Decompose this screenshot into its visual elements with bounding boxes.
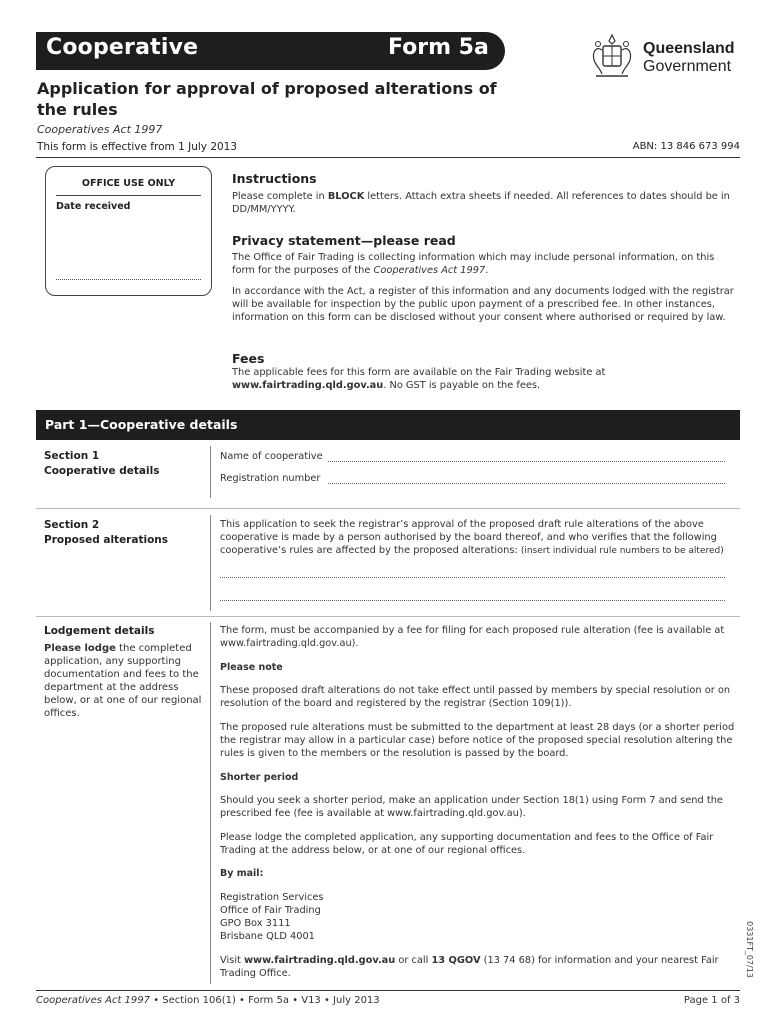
lodgement-paragraph-1: The form, must be accompanied by a fee for filing for each proposed rule alteration (fee is available at www.fairtrading.qld.gov.au). — [220, 625, 725, 649]
lodgement-side-note — [44, 642, 206, 720]
privacy-p1-b: . — [485, 265, 489, 276]
form-title: Cooperative — [46, 35, 199, 60]
fees-text — [232, 366, 652, 392]
instructions-text-b: letters. Attach extra sheets if needed. All references to dates should be in DD/MM/YYYY. — [232, 191, 730, 215]
mail-address — [220, 891, 324, 943]
fees-text-b: . No GST is payable on the fees. — [383, 380, 541, 391]
date-received-label: Date received — [56, 201, 131, 212]
lodgement-paragraph-5: Please lodge the completed application, any supporting documentation and fees to the Office of Fair Trading at the address below, or at one of our regional offices. — [220, 832, 714, 856]
section2-number: Section 2 — [44, 519, 100, 531]
section2-bottom-rule — [36, 616, 740, 617]
privacy-paragraph-1 — [232, 251, 737, 277]
registration-number-field[interactable] — [328, 483, 725, 484]
date-received-line — [56, 279, 201, 280]
lodgement-paragraph-2: These proposed draft alterations do not take effect until passed by members by special resolution or on resolution of the board and registered by the registrar (Section 109(1)). — [220, 685, 731, 709]
section1-name: Cooperative details — [44, 465, 160, 477]
lodgement-side-bold: Please lodge — [44, 643, 116, 654]
section1-label — [44, 449, 159, 479]
lodgement-side-rest: the completed application, any supporting documentation and fees to the department at the address below, or at one of our regional offices. — [44, 643, 202, 719]
section1-number: Section 1 — [44, 450, 100, 462]
form-number: Form 5a — [388, 35, 489, 60]
registration-number-label: Registration number — [220, 473, 321, 484]
cooperative-name-field[interactable] — [328, 461, 725, 462]
office-use-box — [45, 166, 212, 296]
section2-label — [44, 518, 168, 548]
visit-b: or call — [395, 955, 432, 966]
footer-reference — [36, 995, 380, 1006]
address-line-2: Office of Fair Trading — [220, 905, 321, 916]
logo-government: Government — [643, 58, 732, 75]
fees-website: www.fairtrading.qld.gov.au — [232, 380, 384, 391]
form-code: 0331FT_07/13 — [745, 921, 755, 978]
lodgement-title: Lodgement details — [44, 625, 155, 637]
coat-of-arms-icon — [588, 32, 636, 82]
visit-c: (13 74 68) for information and your nearest Fair Trading Office. — [220, 955, 719, 979]
instructions-title: Instructions — [232, 171, 317, 186]
cooperative-name-label: Name of cooperative — [220, 451, 323, 462]
instructions-text — [232, 190, 737, 216]
form-title-banner — [36, 32, 505, 70]
rule-numbers-field-1[interactable] — [220, 577, 725, 578]
footer-rule — [36, 990, 740, 991]
privacy-p1-italic: Cooperatives Act 1997 — [373, 265, 486, 276]
office-use-divider — [56, 195, 201, 196]
footer-act: Cooperatives Act 1997 — [36, 995, 151, 1006]
part1-header — [36, 410, 740, 440]
by-mail-title: By mail: — [220, 868, 264, 879]
visit-website: www.fairtrading.qld.gov.au — [244, 955, 396, 966]
logo-queensland: Queensland — [643, 40, 735, 57]
section2-divider — [210, 515, 211, 611]
form-heading: Application for approval of proposed alterations of the rules — [37, 79, 497, 119]
visit-a: Visit — [220, 955, 244, 966]
fees-title: Fees — [232, 351, 265, 366]
page-number: Page 1 of 3 — [683, 995, 740, 1006]
address-line-4: Brisbane QLD 4001 — [220, 931, 315, 942]
privacy-paragraph-2: In accordance with the Act, a register of this information and any documents lodged with the registrar will be available for inspection by the public upon payment of a prescribed fee. In other instances, information on this form can be disclosed without your consent where authorised or required by law. — [232, 286, 734, 323]
privacy-p1-a: The Office of Fair Trading is collecting information which may include personal information, on this form for the purposes of the — [232, 252, 715, 276]
shorter-period-title: Shorter period — [220, 772, 299, 783]
office-use-title: OFFICE USE ONLY — [81, 178, 176, 189]
abn-number: ABN: 13 846 673 994 — [632, 141, 740, 152]
section2-name: Proposed alterations — [44, 534, 169, 546]
instructions-text-a: Please complete in — [232, 191, 328, 202]
section1-divider — [210, 446, 211, 498]
part1-title: Part 1—Cooperative details — [45, 417, 238, 432]
visit-phone-bold: 13 QGOV — [431, 955, 481, 966]
rule-numbers-field-2[interactable] — [220, 600, 725, 601]
footer-rest: • Section 106(1) • Form 5a • V13 • July 2013 — [150, 995, 380, 1006]
act-name: Cooperatives Act 1997 — [37, 123, 163, 136]
instructions-text-bold: BLOCK — [327, 191, 365, 202]
lodgement-divider — [210, 622, 211, 984]
section1-bottom-rule — [36, 508, 740, 509]
section2-text-main: This application to seek the registrar’s approval of the proposed draft rule alterations of the above cooperative is made by a person authorised by the board thereof, and who verifies that the following cooperative’s rules are affected by the proposed alterations: — [220, 519, 717, 556]
lodgement-paragraph-3: The proposed rule alterations must be submitted to the department at least 28 days (or a shorter period the registrar may allow in a particular case) before notice of the proposed special resolution altering the rules is given to the members or the resolution is passed by the board. — [220, 722, 735, 759]
lodgement-paragraph-4: Should you seek a shorter period, make an application under Section 18(1) using Form 7 and send the prescribed fee (fee is available at www.fairtrading.qld.gov.au). — [220, 795, 723, 819]
section2-text-note: (insert individual rule numbers to be altered) — [520, 546, 724, 556]
address-line-3: GPO Box 3111 — [220, 918, 291, 929]
section2-text — [220, 518, 735, 558]
effective-date: This form is effective from 1 July 2013 — [37, 141, 238, 153]
please-note-title: Please note — [220, 662, 283, 673]
privacy-title: Privacy statement—please read — [232, 233, 456, 248]
fees-text-a: The applicable fees for this form are available on the Fair Trading website at — [232, 367, 606, 378]
queensland-government-logo — [588, 32, 748, 82]
visit-text — [220, 954, 720, 980]
header-divider — [36, 157, 740, 158]
address-line-1: Registration Services — [220, 892, 324, 903]
